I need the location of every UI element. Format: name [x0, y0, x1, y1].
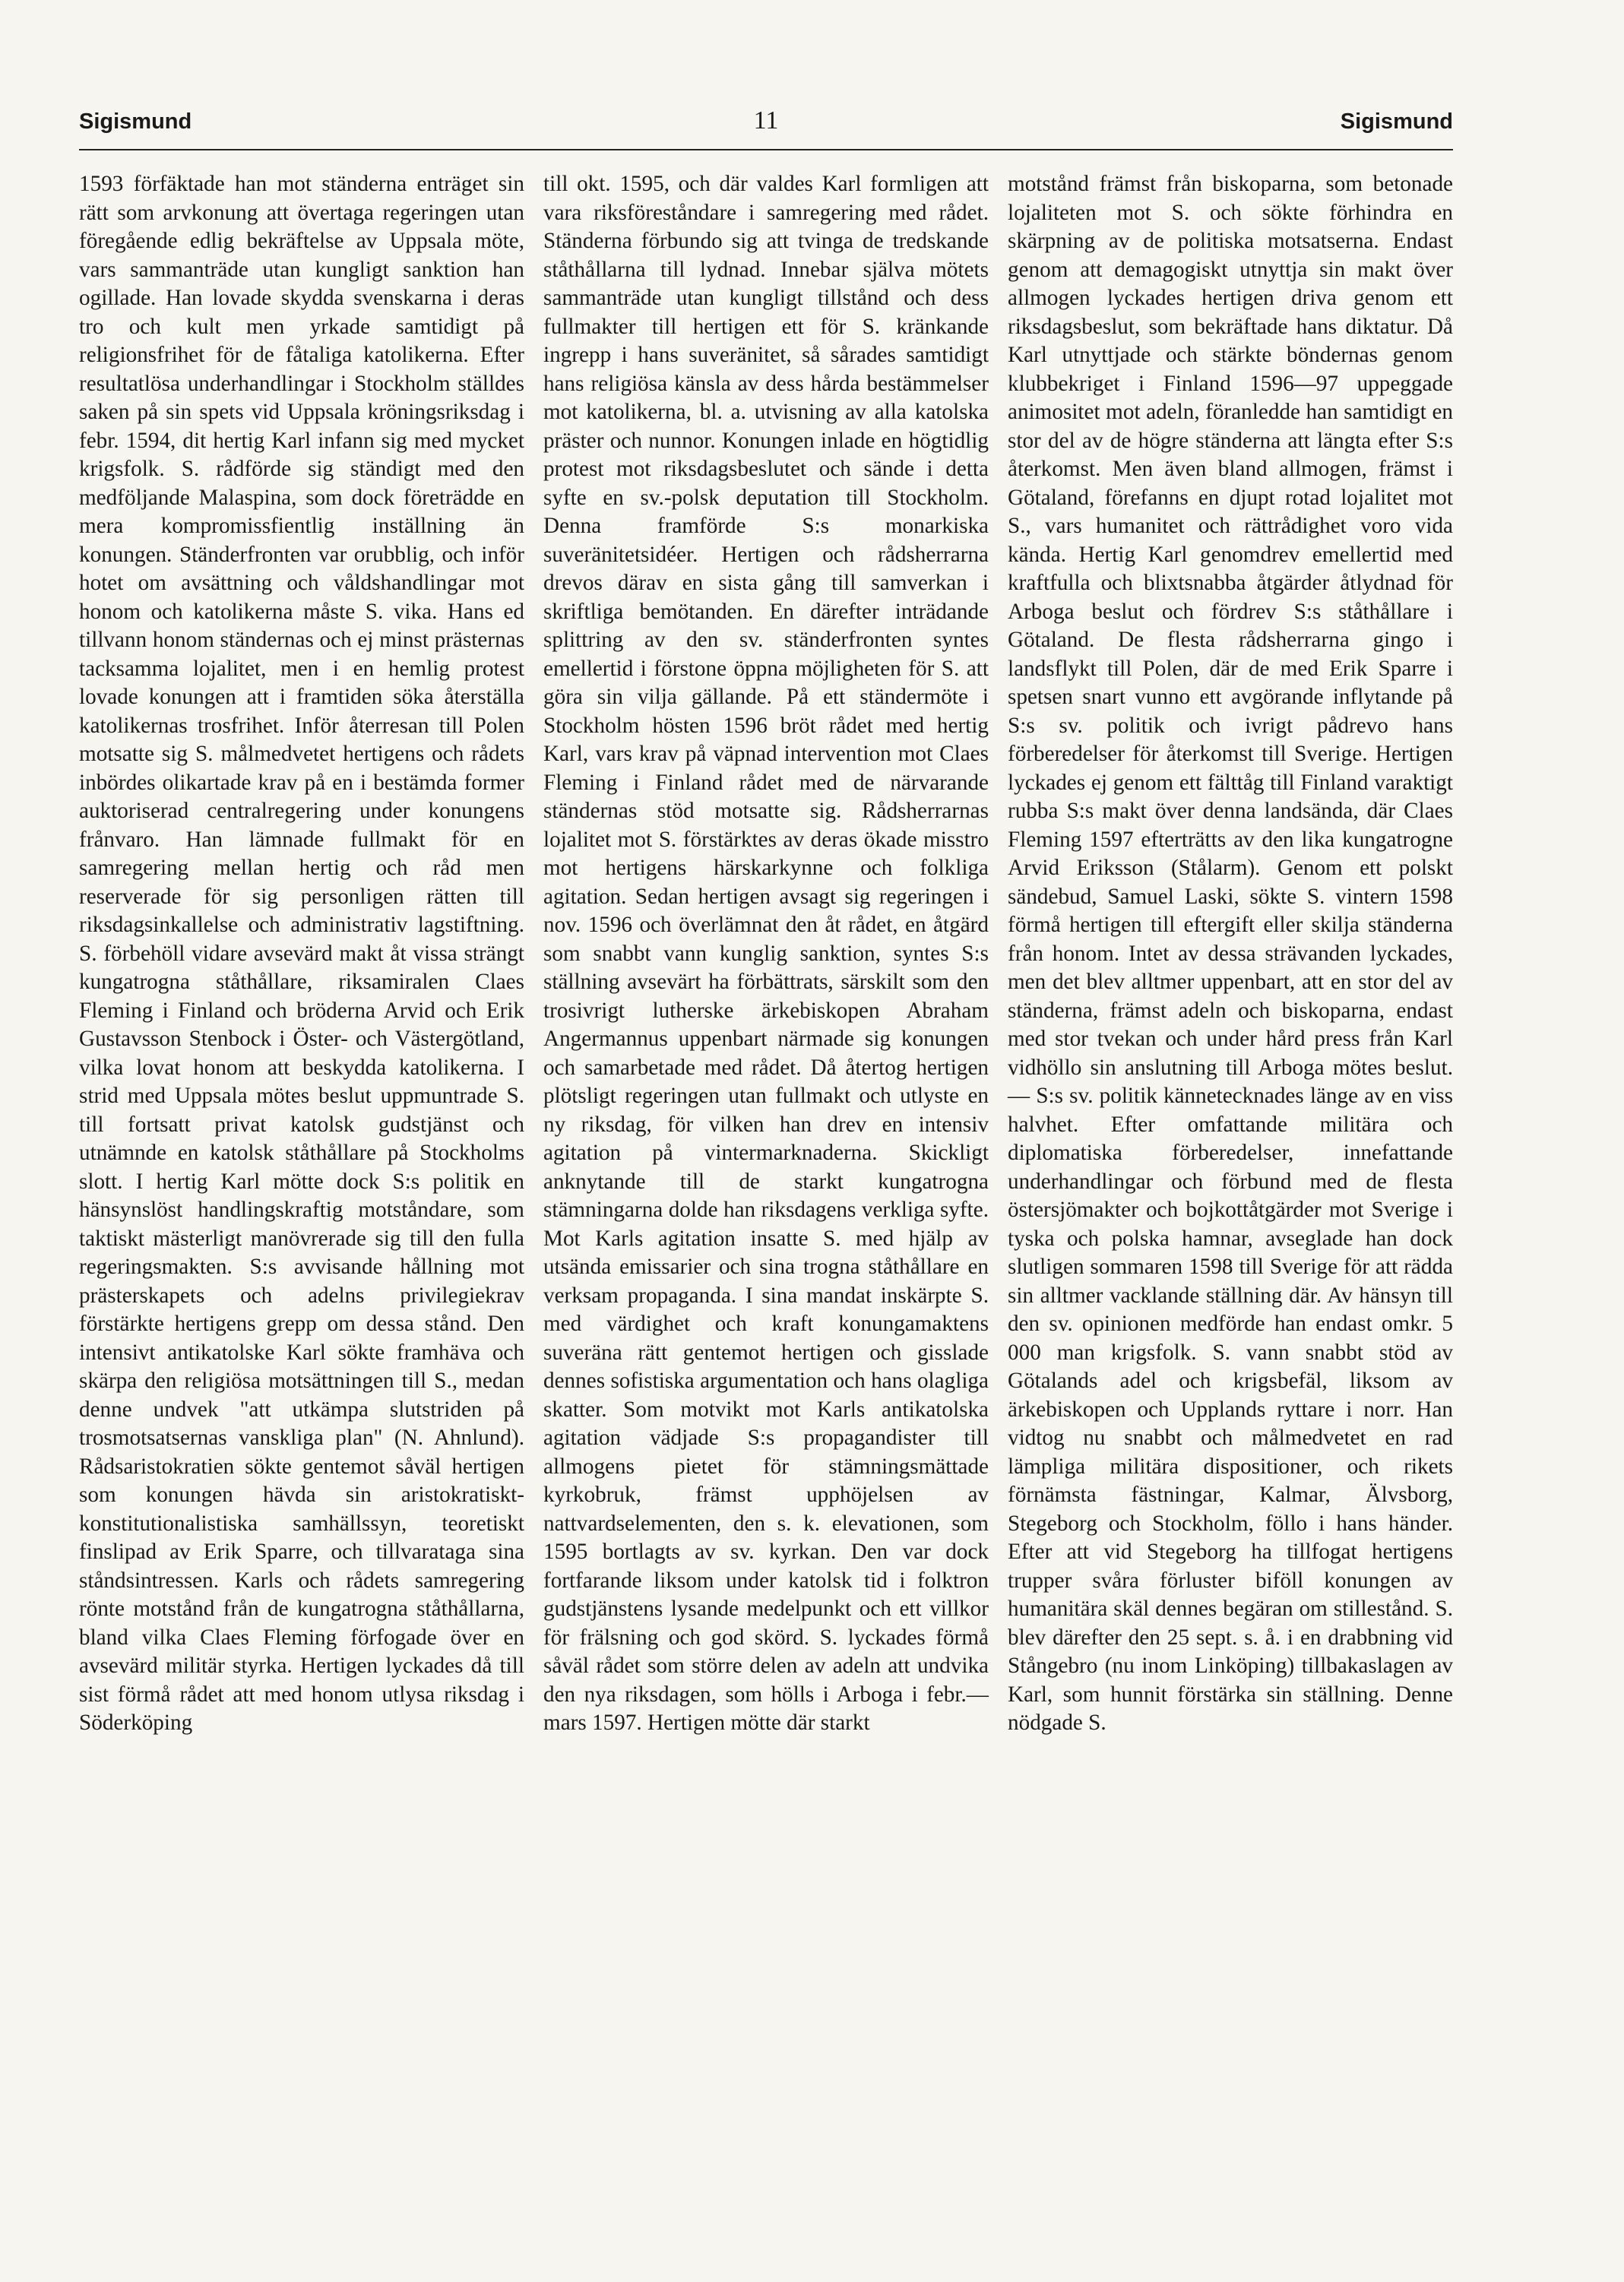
page-number: 11 — [753, 106, 779, 135]
column-3-text: motstånd främst från biskoparna, som betonade lojaliteten mot S. och sökte förhindra en skärpning av de politiska motsatserna. Endast genom att demagogiskt utnyttja sin makt över allmogen lyckades hertigen driva genom ett riksdagsbeslut, som bekräftade hans diktatur. Då Karl utnyttjade och stärkte böndernas genom klubbekriget i Finland 1596—97 uppeggade animositet mot adeln, föranledde han samtidigt en stor del av de högre ständerna att längta efter S:s återkomst. Men även bland allmogen, främst i Götaland, förefanns en djupt rotad lojalitet mot S., vars humanitet och rättrådighet voro vida kända. Hertig Karl genomdrev emellertid med kraftfulla och blixtsnabba åtgärder åtlydnad för Arboga beslut och fördrev S:s ståthållare i Götaland. De flesta rådsherrarna gingo i landsflykt till Polen, där de med Erik Sparre i spetsen snart vunno ett avgörande inflytande på S:s sv. politik och ivrigt pådrevo hans förberedelser för återkomst till Sverige. Hertigen lyckades ej genom ett fälttåg till Finland varaktigt rubba S:s makt över denna landsända, där Claes Fleming 1597 efterträtts av den lika kungatrogne Arvid Eriksson (Stålarm). Genom ett polskt sändebud, Samuel Laski, sökte S. vintern 1598 förmå hertigen till eftergift eller skilja ständerna från honom. Intet av dessa strävanden lyckades, men det blev alltmer uppenbart, att en stor del av ständerna, främst adeln och biskoparna, endast med stor tvekan och under hård press från Karl vidhöllo sin anslutning till Arboga mötes beslut. — S:s sv. politik kännetecknades länge av en viss halvhet. Efter omfattande militära och diplomatiska förberedelser, innefattande underhandlingar och förbund med de flesta östersjömakter och bojkottåtgärder mot Sverige i tyska och polska hamnar, avseglade han dock slutligen sommaren 1598 till Sverige för att rädda sin alltmer vacklande ställning där. Av hänsyn till den sv. opinionen medförde han endast omkr. 5 000 man krigsfolk. S. vann snabbt stöd av Götalands adel och krigsbefäl, liksom av ärkebiskopen och Upplands ryttare i norr. Han vidtog nu snabbt och målmedvetet en rad lämpliga militära dispositioner, och rikets förnämsta fästningar, Kalmar, Älvsborg, Stegeborg och Stockholm, föllo i hans händer. Efter att vid Stegeborg ha tillfogat hertigens trupper svåra förluster biföll konungen av humanitära skäl dennes begäran om stillestånd. S. blev därefter den 25 sept. s. å. i en drabbning vid Stångebro (nu inom Linköping) tillbakaslagen av Karl, som hunnit förstärka sin ställning. Denne nödgade S. — [1008, 172, 1453, 1735]
text-column-1 — [79, 170, 524, 1738]
column-1-text: 1593 förfäktade han mot ständerna enträget sin rätt som arvkonung att övertaga regeringen utan föregående edlig bekräftelse av Uppsala möte, vars sammanträde utan kungligt sanktion han ogillade. Han lovade skydda svenskarna i deras tro och kult men yrkade samtidigt på religionsfrihet för de fåtaliga katolikerna. Efter resultatlösa underhandlingar i Stockholm ställdes saken på sin spets vid Uppsala kröningsriksdag i febr. 1594, dit hertig Karl infann sig med mycket krigsfolk. S. rådförde sig ständigt med den medföljande Malaspina, som dock företrädde en mera kompromissfientlig inställning än konungen. Ständerfronten var orubblig, och inför hotet om avsättning och våldshandlingar mot honom och katolikerna måste S. vika. Hans ed tillvann honom ständernas och ej minst prästernas tacksamma lojalitet, men i en hemlig protest lovade konungen att i framtiden söka återställa katolikernas trosfrihet. Inför återresan till Polen motsatte sig S. målmedvetet hertigens och rådets inbördes olikartade krav på en i bestämda former auktoriserad centralregering under konungens frånvaro. Han lämnade fullmakt för en samregering mellan hertig och råd men reserverade för sig personligen rätten till riksdagsinkallelse och administrativ lagstiftning. S. förbehöll vidare avsevärd makt åt vissa strängt kungatrogna ståthållare, riksamiralen Claes Fleming i Finland och bröderna Arvid och Erik Gustavsson Stenbock i Öster- och Västergötland, vilka lovat honom att beskydda katolikerna. I strid med Uppsala mötes beslut uppmuntrade S. till fortsatt privat katolsk gudstjänst och utnämnde en katolsk ståthållare på Stockholms slott. I hertig Karl mötte dock S:s politik en hänsynslöst handlingskraftig motståndare, som taktiskt mästerligt manövrerade sig till den fulla regeringsmakten. S:s avvisande hållning mot prästerskapets och adelns privilegiekrav förstärkte hertigens grepp om dessa stånd. Den intensivt antikatolske Karl sökte framhäva och skärpa den religiösa motsättningen till S., medan denne undvek "att utkämpa slutstriden på trosmotsatsernas vanskliga plan" (N. Ahnlund). Rådsaristokratien sökte gentemot såväl hertigen som konungen hävda sin aristokratiskt-konstitutionalistiska samhällssyn, teoretiskt finslipad av Erik Sparre, och tillvarataga sina ståndsintressen. Karls och rådets samregering rönte motstånd från de kungatrogna ståthållarna, bland vilka Claes Fleming förfogade över en avsevärd militär styrka. Hertigen lyckades då till sist förmå rådet att med honom utlysa riksdag i Söderköping — [79, 172, 524, 1735]
header-right-title: Sigismund — [1340, 109, 1453, 134]
header-left-title: Sigismund — [79, 109, 192, 134]
text-column-2 — [543, 170, 989, 1738]
text-column-3 — [1008, 170, 1453, 1738]
column-2-text: till okt. 1595, och där valdes Karl formligen att vara riksföreståndare i samregering med rådet. Ständerna förbundo sig att tvinga de tredskande ståthållarna till lydnad. Innebar själva mötets sammanträde utan kungligt tillstånd och dess fullmakter till hertigen ett för S. kränkande ingrepp i hans suveränitet, så sårades samtidigt hans religiösa känsla av dess hårda bestämmelser mot katolikerna, bl. a. utvisning av alla katolska präster och nunnor. Konungen inlade en högtidlig protest mot riksdagsbeslutet och sände i detta syfte en sv.-polsk deputation till Stockholm. Denna framförde S:s monarkiska suveränitetsidéer. Hertigen och rådsherrarna drevos därav en sista gång till samverkan i skriftliga bemötanden. En därefter inträdande splittring av den sv. ständerfronten syntes emellertid i förstone öppna möjligheten för S. att göra sin vilja gällande. På ett ständermöte i Stockholm hösten 1596 bröt rådet med hertig Karl, vars krav på väpnad intervention mot Claes Fleming i Finland rådet med de närvarande ständernas stöd motsatte sig. Rådsherrarnas lojalitet mot S. förstärktes av deras ökade misstro mot hertigens härskarkynne och folkliga agitation. Sedan hertigen avsagt sig regeringen i nov. 1596 och överlämnat den åt rådet, en åtgärd som snabbt vann kunglig sanktion, syntes S:s ställning avsevärt ha förbättrats, särskilt som den trosivrigt lutherske ärkebiskopen Abraham Angermannus uppenbart närmade sig konungen och samarbetade med rådet. Då återtog hertigen plötsligt regeringen utan fullmakt och utlyste en ny riksdag, för vilken han drev en intensiv agitation på vintermarknaderna. Skickligt anknytande till de starkt kungatrogna stämningarna dolde han riksdagens verkliga syfte. Mot Karls agitation insatte S. med hjälp av utsända emissarier och sina trogna ståthållare en verksam propaganda. I sina mandat inskärpte S. med värdighet och kraft konungamaktens suveräna rätt gentemot hertigen och gisslade dennes sofistiska argumentation och hans olagliga skatter. Som motvikt mot Karls antikatolska agitation vädjade S:s propagandister till allmogens pietet för stämningsmättade kyrkobruk, främst upphöjelsen av nattvardselementen, den s. k. elevationen, som 1595 bortlagts av sv. kyrkan. Den var dock fortfarande liksom under katolsk tid i folktron gudstjänstens lysande medelpunkt och ett villkor för frälsning och god skörd. S. lyckades förmå såväl rådet som större delen av adeln att undvika den nya riksdagen, som hölls i Arboga i febr.—mars 1597. Hertigen mötte där starkt — [543, 172, 989, 1735]
header-rule — [79, 149, 1453, 150]
running-header — [79, 106, 1453, 144]
